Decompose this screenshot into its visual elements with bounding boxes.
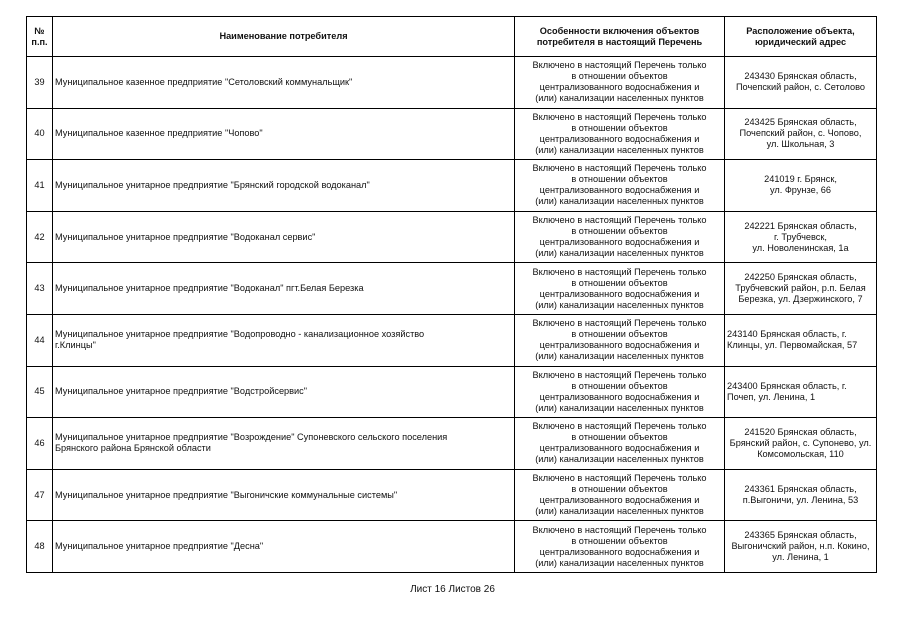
text-line: Включено в настоящий Перечень только: [532, 266, 707, 277]
text-line: централизованного водоснабжения и: [539, 340, 700, 351]
text-line: Брянский район, с. Супонево, ул.: [729, 437, 872, 448]
text-line: №: [34, 25, 45, 36]
text-line: Муниципальное унитарное предприятие "Десна": [55, 541, 264, 552]
text-line: Особенности включения объектов: [539, 25, 700, 36]
row-num: 45: [27, 366, 53, 418]
text-line: централизованного водоснабжения и: [539, 237, 700, 248]
table-row: [27, 314, 877, 366]
text-line: (или) канализации населенных пунктов: [535, 402, 704, 413]
text-line: 243425 Брянская область,: [744, 117, 857, 128]
text-line: потребителя в настоящий Перечень: [536, 36, 703, 47]
text-line: (или) канализации населенных пунктов: [535, 248, 704, 259]
row-num: 46: [27, 418, 53, 470]
text-line: Включено в настоящий Перечень только: [532, 60, 707, 71]
row-num: 41: [27, 160, 53, 212]
text-line: в отношении объектов: [571, 329, 668, 340]
row-name: [53, 263, 515, 315]
text-line: Выгоничский район, н.п. Кокино,: [731, 541, 870, 552]
row-name: [53, 108, 515, 160]
row-address: [725, 211, 877, 263]
consumers-table: [26, 16, 877, 573]
text-line: Включено в настоящий Перечень только: [532, 318, 707, 329]
text-line: в отношении объектов: [571, 122, 668, 133]
header-num: [27, 17, 53, 57]
header-name: [53, 17, 515, 57]
text-line: 242221 Брянская область,: [744, 220, 857, 231]
table-row: [27, 211, 877, 263]
row-num: 47: [27, 469, 53, 521]
text-line: 243400 Брянская область, г.: [727, 380, 847, 391]
table-row: [27, 263, 877, 315]
row-address: [725, 366, 877, 418]
text-line: в отношении объектов: [571, 380, 668, 391]
row-address: [725, 521, 877, 573]
text-line: Муниципальное унитарное предприятие "Водоканал сервис": [55, 231, 316, 242]
text-line: Почепский район, с. Сетолово: [735, 82, 866, 93]
text-line: (или) канализации населенных пунктов: [535, 93, 704, 104]
row-address: [725, 263, 877, 315]
row-num: 48: [27, 521, 53, 573]
text-line: п.п.: [31, 36, 48, 47]
text-line: Клинцы, ул. Первомайская, 57: [727, 340, 858, 351]
text-line: в отношении объектов: [571, 484, 668, 495]
text-line: централизованного водоснабжения и: [539, 82, 700, 93]
text-line: Включено в настоящий Перечень только: [532, 163, 707, 174]
text-line: 243361 Брянская область,: [744, 484, 857, 495]
text-line: ул. Фрунзе, 66: [769, 185, 832, 196]
text-line: юридический адрес: [754, 36, 847, 47]
text-line: централизованного водоснабжения и: [539, 495, 700, 506]
row-num: 42: [27, 211, 53, 263]
text-line: в отношении объектов: [571, 277, 668, 288]
row-name: [53, 418, 515, 470]
table-body: [27, 57, 877, 573]
text-line: 243140 Брянская область, г.: [727, 329, 847, 340]
row-features: [515, 57, 725, 109]
text-line: (или) канализации населенных пунктов: [535, 299, 704, 310]
text-line: в отношении объектов: [571, 432, 668, 443]
text-line: Комсомольская, 110: [757, 448, 844, 459]
header-features: [515, 17, 725, 57]
row-name: [53, 211, 515, 263]
row-name: [53, 314, 515, 366]
row-address: [725, 57, 877, 109]
text-line: в отношении объектов: [571, 226, 668, 237]
row-name: [53, 160, 515, 212]
text-line: г.Клинцы": [55, 340, 96, 351]
text-line: Трубчевский район, р.п. Белая: [735, 283, 866, 294]
header-row: [27, 17, 877, 57]
page-footer: Лист 16 Листов 26: [410, 584, 495, 595]
table-row: [27, 160, 877, 212]
text-line: ул. Ленина, 1: [772, 552, 829, 563]
text-line: 241019 г. Брянск,: [764, 174, 837, 185]
text-line: Муниципальное унитарное предприятие "Брянский городской водоканал": [55, 179, 370, 190]
text-line: Включено в настоящий Перечень только: [532, 473, 707, 484]
row-features: [515, 314, 725, 366]
text-line: централизованного водоснабжения и: [539, 391, 700, 402]
row-address: [725, 314, 877, 366]
text-line: Муниципальное казенное предприятие "Сетоловский коммунальщик": [55, 76, 353, 87]
text-line: Включено в настоящий Перечень только: [532, 421, 707, 432]
text-line: в отношении объектов: [571, 535, 668, 546]
text-line: Почеп, ул. Ленина, 1: [727, 391, 816, 402]
row-features: [515, 263, 725, 315]
text-line: Включено в настоящий Перечень только: [532, 111, 707, 122]
header-address: [725, 17, 877, 57]
text-line: централизованного водоснабжения и: [539, 185, 700, 196]
text-line: (или) канализации населенных пунктов: [535, 506, 704, 517]
text-line: Муниципальное казенное предприятие "Чопово": [55, 128, 263, 139]
text-line: Брянского района Брянской области: [55, 443, 211, 454]
table-row: [27, 521, 877, 573]
text-line: (или) канализации населенных пунктов: [535, 351, 704, 362]
text-line: Включено в настоящий Перечень только: [532, 369, 707, 380]
table-row: [27, 57, 877, 109]
text-line: (или) канализации населенных пунктов: [535, 144, 704, 155]
text-line: 243430 Брянская область,: [744, 71, 857, 82]
text-line: Наименование потребителя: [219, 31, 348, 41]
text-line: (или) канализации населенных пунктов: [535, 557, 704, 568]
text-line: 242250 Брянская область,: [744, 272, 857, 283]
row-name: [53, 469, 515, 521]
table-row: [27, 108, 877, 160]
row-name: [53, 366, 515, 418]
text-line: ул. Школьная, 3: [766, 139, 835, 150]
text-line: Почепский район, с. Чопово,: [739, 128, 862, 139]
row-features: [515, 211, 725, 263]
row-features: [515, 418, 725, 470]
text-line: (или) канализации населенных пунктов: [535, 454, 704, 465]
row-features: [515, 108, 725, 160]
text-line: Муниципальное унитарное предприятие "Выгоничские коммунальные системы": [55, 489, 398, 500]
text-line: 241520 Брянская область,: [744, 426, 857, 437]
row-features: [515, 160, 725, 212]
row-name: [53, 521, 515, 573]
text-line: Включено в настоящий Перечень только: [532, 215, 707, 226]
text-line: в отношении объектов: [571, 71, 668, 82]
text-line: 243365 Брянская область,: [744, 530, 857, 541]
text-line: Расположение объекта,: [746, 25, 855, 36]
table-header: [27, 17, 877, 57]
text-line: Березка, ул. Дзержинского, 7: [738, 294, 863, 305]
row-num: 43: [27, 263, 53, 315]
table-row: [27, 418, 877, 470]
text-line: централизованного водоснабжения и: [539, 288, 700, 299]
text-line: п.Выгоничи, ул. Ленина, 53: [742, 495, 859, 506]
text-line: в отношении объектов: [571, 174, 668, 185]
text-line: Включено в настоящий Перечень только: [532, 524, 707, 535]
row-address: [725, 160, 877, 212]
row-num: 40: [27, 108, 53, 160]
text-line: ул. Новоленинская, 1а: [752, 242, 849, 253]
row-address: [725, 108, 877, 160]
row-address: [725, 418, 877, 470]
table-row: [27, 469, 877, 521]
table-row: [27, 366, 877, 418]
row-features: [515, 521, 725, 573]
text-line: Муниципальное унитарное предприятие "Водопроводно - канализационное хозяйство: [55, 329, 425, 340]
text-line: централизованного водоснабжения и: [539, 546, 700, 557]
text-line: централизованного водоснабжения и: [539, 443, 700, 454]
row-address: [725, 469, 877, 521]
row-features: [515, 366, 725, 418]
text-line: централизованного водоснабжения и: [539, 133, 700, 144]
row-num: 39: [27, 57, 53, 109]
text-line: г. Трубчевск,: [774, 231, 827, 242]
text-line: Муниципальное унитарное предприятие "Водстройсервис": [55, 386, 308, 397]
row-name: [53, 57, 515, 109]
row-num: 44: [27, 314, 53, 366]
row-features: [515, 469, 725, 521]
text-line: (или) канализации населенных пунктов: [535, 196, 704, 207]
text-line: Муниципальное унитарное предприятие "Возрождение" Супоневского сельского поселения: [55, 432, 448, 443]
text-line: Муниципальное унитарное предприятие "Водоканал" пгт.Белая Березка: [55, 283, 364, 294]
